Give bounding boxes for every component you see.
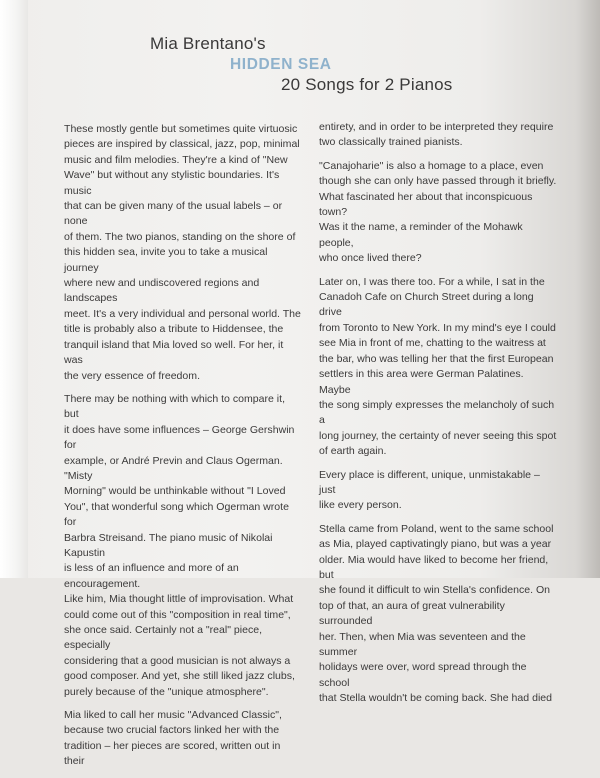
paragraph: "Canajoharie" is also a homage to a place, even though she can only have passed through it briefly. What fascinated her about that inconspicuous town? Was it the name, a reminder of the Mohawk people, who once lived there? bbox=[319, 159, 557, 265]
paragraph: Mia liked to call her music "Advanced Classic", because two crucial factors linked her with the tradition – her pieces are scored, written out in their bbox=[64, 709, 282, 768]
paragraph: entirety, and in order to be interpreted they require two classically trained pianists. bbox=[319, 121, 554, 149]
paragraph: Stella came from Poland, went to the same school as Mia, played captivatingly piano, but was a year older. Mia would have liked to become her friend, but she found it difficult to win Stella's confidence. On top of that, an aura of great vulnerability surrounded her. Then, when Mia was seventeen and the summer holidays were over, word spread through the school that Stella wouldn't be coming back. She had died bbox=[319, 522, 554, 705]
page-spine bbox=[0, 0, 28, 578]
album-title: HIDDEN SEA bbox=[230, 56, 332, 73]
title-block bbox=[150, 34, 452, 95]
paragraph: Every place is different, unique, unmistakable – just like every person. bbox=[319, 468, 540, 512]
paragraph: There may be nothing with which to compare it, but it does have some influences – George Gershwin for example, or André Previn and Claus Ogerman. "Misty Morning" would be unthinkable without "I Loved You", that wonderful song which Ogerman wrote for Barbra Streisand. The piano music of Nikolai Kapustin is less of an influence and more of an encouragement. Like him, Mia thought little of improvisation. What could come out of this "composition in real time", she once said. Certainly not a "real" piece, especially considering that a good musician is not always a good composer. And yet, she still liked jazz clubs, purely because of the "unique atmosphere". bbox=[64, 392, 295, 698]
paragraph: These mostly gentle but sometimes quite virtuosic pieces are inspired by classical, jazz, pop, minimal music and film melodies. They're a kind of "New Wave" but without any stylistic boundaries. It's music that can be given many of the usual labels – or none of them. The two pianos, standing on the shore of this hidden sea, invite you to take a musical journey where new and undiscovered regions and landscapes meet. It's a very individual and personal world. The title is probably also a tribute to Hiddensee, the tranquil island that Mia loved so well. For her, it was the very essence of freedom. bbox=[64, 123, 301, 382]
left-text-column bbox=[64, 122, 302, 778]
right-text-column bbox=[319, 120, 557, 715]
paragraph: Later on, I was there too. For a while, I sat in the Canadoh Cafe on Church Street during a long drive from Toronto to New York. In my mind's eye I could see Mia in front of me, chatting to the waitress at the bar, who was telling her that the first European settlers in this area were German Palatines. Maybe the song simply expresses the melancholy of such a long journey, the certainty of never seeing this spot of earth again. bbox=[319, 275, 557, 458]
artist-name: Mia Brentano's bbox=[150, 34, 266, 53]
album-subtitle: 20 Songs for 2 Pianos bbox=[281, 75, 453, 94]
